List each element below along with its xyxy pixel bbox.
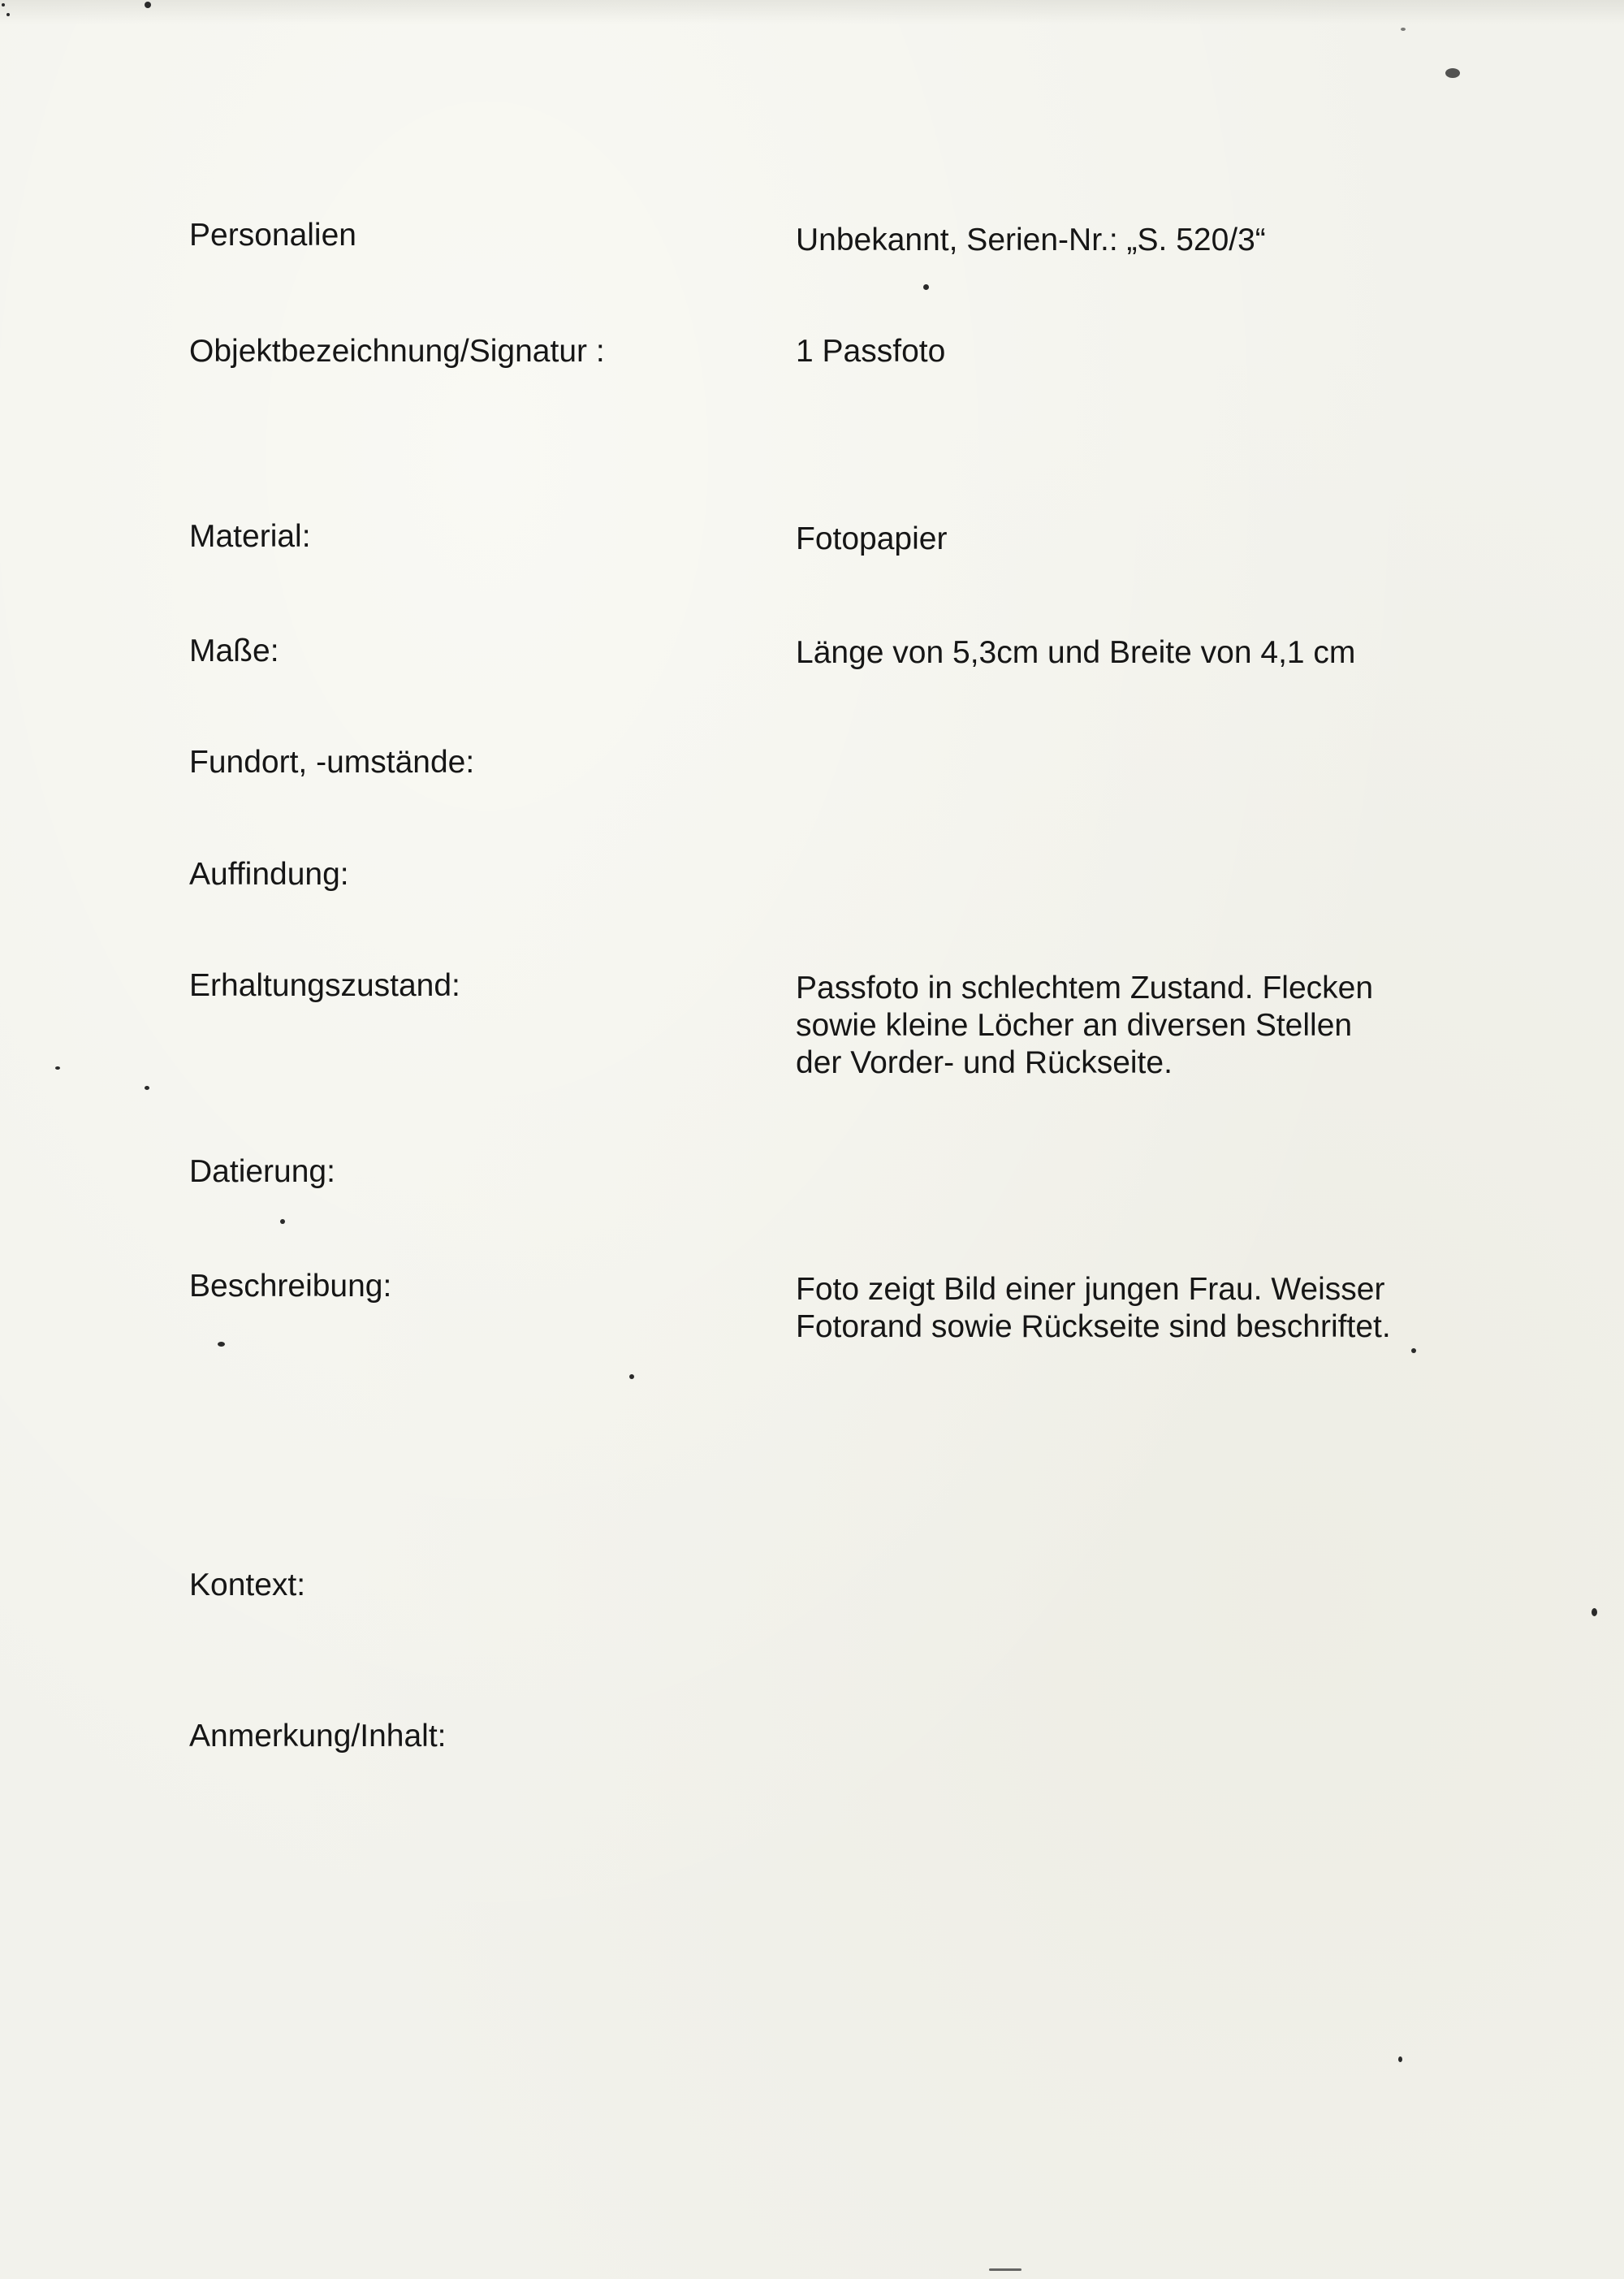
field-label-fundort: Fundort, -umstände: xyxy=(189,745,475,780)
field-label-anmerkung: Anmerkung/Inhalt: xyxy=(189,1719,447,1754)
field-value-beschreibung: Foto zeigt Bild einer jungen Frau. Weisser Fotorand sowie Rückseite sind beschriftet. xyxy=(796,1272,1391,1344)
field-label-personalien: Personalien xyxy=(189,218,356,253)
scan-speck xyxy=(55,1066,60,1070)
scan-speck xyxy=(1445,68,1460,78)
scan-speck xyxy=(1401,28,1406,31)
scan-speck xyxy=(629,1374,634,1379)
field-value-masse: Länge von 5,3cm und Breite von 4,1 cm xyxy=(796,635,1356,670)
scan-speck xyxy=(145,2,151,8)
field-label-material: Material: xyxy=(189,519,311,554)
field-value-erhaltungszustand: Passfoto in schlechtem Zustand. Flecken sowie kleine Löcher an diversen Stellen der Vorder- und Rückseite. xyxy=(796,971,1374,1080)
field-value-objektbezeichnung: 1 Passfoto xyxy=(796,334,946,369)
field-value-material: Fotopapier xyxy=(796,521,948,556)
field-label-erhaltungszustand: Erhaltungszustand: xyxy=(189,968,460,1003)
scan-speck xyxy=(280,1219,285,1224)
field-label-beschreibung: Beschreibung: xyxy=(189,1269,392,1304)
scan-speck xyxy=(2,3,5,6)
scan-speck xyxy=(1411,1348,1416,1353)
scan-speck xyxy=(1398,2056,1402,2062)
field-value-personalien: Unbekannt, Serien-Nr.: „S. 520/3“ xyxy=(796,223,1266,257)
field-label-datierung: Datierung: xyxy=(189,1154,335,1189)
field-label-objektbezeichnung: Objektbezeichnung/Signatur : xyxy=(189,334,605,369)
field-label-kontext: Kontext: xyxy=(189,1568,306,1602)
scan-speck xyxy=(1592,1608,1597,1616)
scan-speck xyxy=(145,1086,149,1090)
scan-speck xyxy=(6,13,10,16)
scan-speck xyxy=(923,284,929,290)
field-label-auffindung: Auffindung: xyxy=(189,857,349,892)
scan-edge-shadow xyxy=(0,0,1624,24)
scan-speck xyxy=(989,2268,1021,2271)
scan-speck xyxy=(218,1342,225,1347)
field-label-masse: Maße: xyxy=(189,634,279,668)
